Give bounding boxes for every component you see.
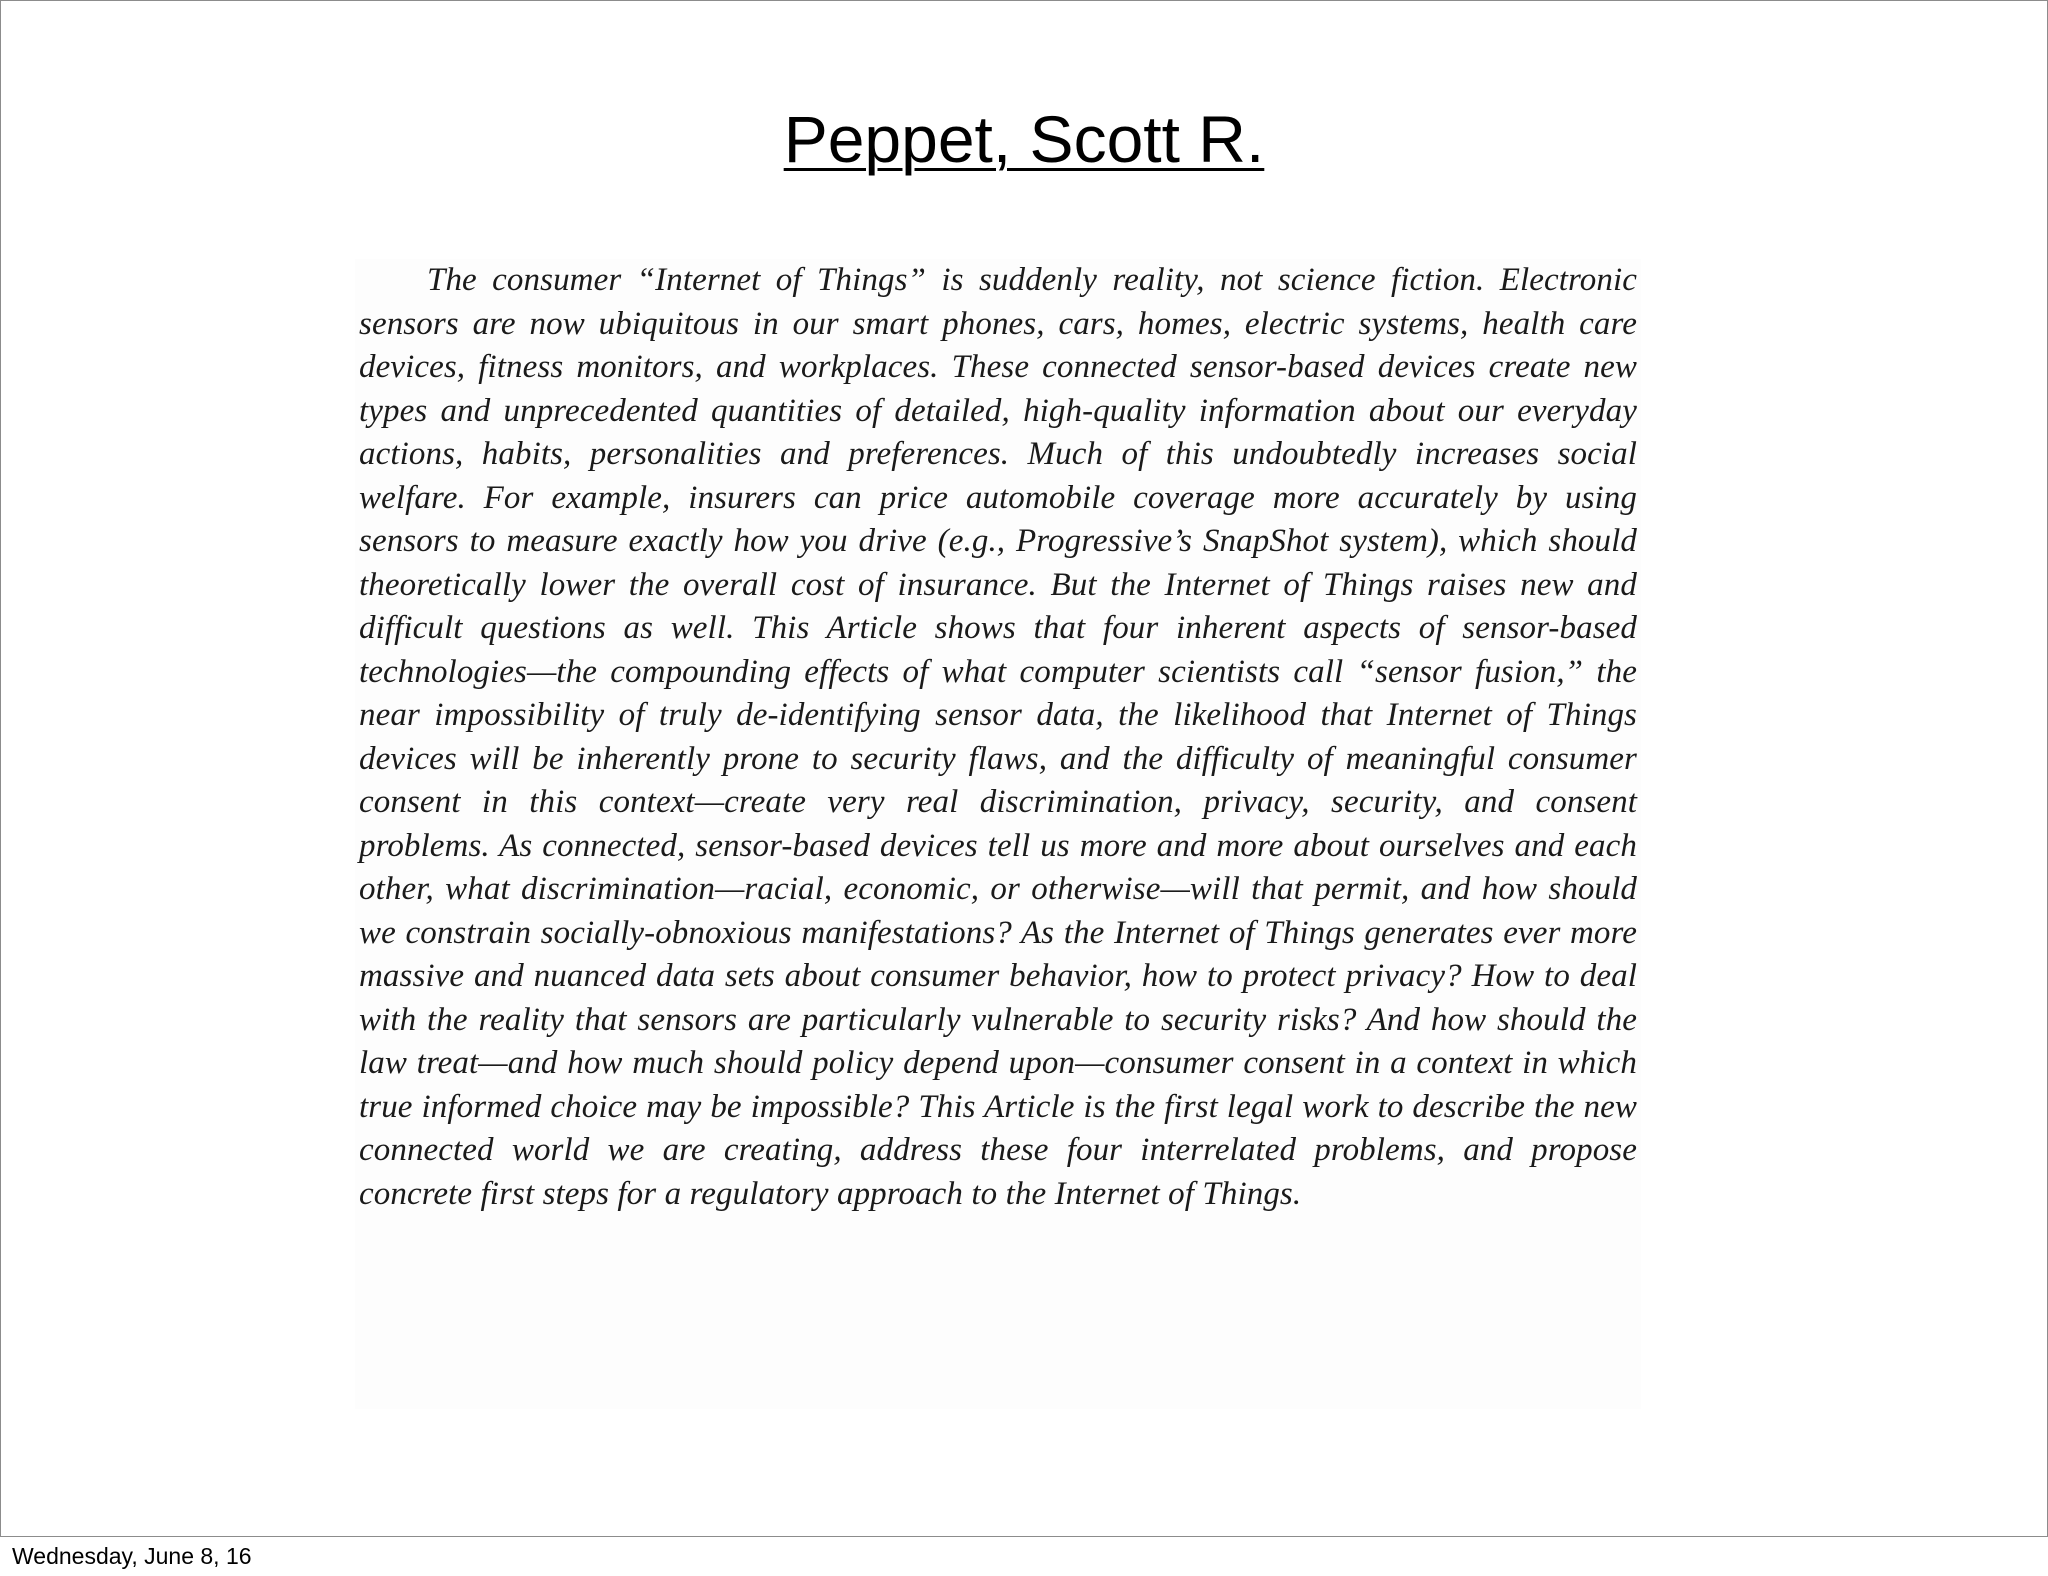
abstract-excerpt-image: [355, 259, 1641, 1409]
slide-date-footer: Wednesday, June 8, 16: [12, 1543, 252, 1569]
abstract-text: The consumer “Internet of Things” is suddenly reality, not science fiction. Electronic sensors are now ubiquitous in our smart phones, cars, homes, electric systems, health care devices, fitness monitors, and workplaces. These connected sensor-based devices create new types and unprecedented quantities of detailed, high-quality information about our everyday actions, habits, personalities and preferences. Much of this undoubtedly increases social welfare. For example, insurers can price automobile coverage more accurately by using sensors to measure exactly how you drive (e.g., Progressive’s SnapShot system), which should theoretically lower the overall cost of insurance. But the Internet of Things raises new and difficult questions as well. This Article shows that four inherent aspects of sensor-based technologies—the compounding effects of what computer scientists call “sensor fusion,” the near impossibility of truly de-identifying sensor data, the likelihood that Internet of Things devices will be inherently prone to security flaws, and the difficulty of meaningful consumer consent in this context—create very real discrimination, privacy, security, and consent problems. As connected, sensor-based devices tell us more and more about ourselves and each other, what discrimination—racial, economic, or otherwise—will that permit, and how should we constrain socially-obnoxious manifestations? As the Internet of Things generates ever more massive and nuanced data sets about consumer behavior, how to protect privacy? How to deal with the reality that sensors are particularly vulnerable to security risks? And how should the law treat—and how much should policy depend upon—consumer consent in a context in which true informed choice may be impossible? This Article is the first legal work to describe the new connected world we are creating, address these four interrelated problems, and propose concrete first steps for a regulatory approach to the Internet of Things.: [359, 262, 1637, 1212]
slide-title: [1, 97, 2047, 181]
slide-title-text: Peppet, Scott R.: [783, 102, 1265, 176]
